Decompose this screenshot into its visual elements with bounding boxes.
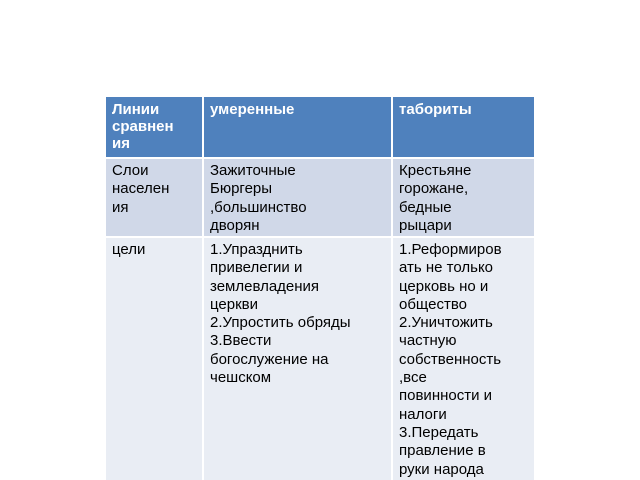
row-divider	[106, 236, 534, 238]
header-moderates-text: умеренные	[210, 101, 295, 118]
header-taborites-text: табориты	[399, 101, 472, 118]
row-goals-label: цели	[106, 238, 202, 480]
row-divider	[106, 157, 534, 159]
header-taborites	[393, 97, 534, 159]
header-comparison-lines	[106, 97, 202, 159]
row-population-moderates: Зажиточные Бюргеры ,большинство дворян	[204, 159, 391, 238]
header-comparison-lines-text: Линии сравнен ия	[112, 101, 174, 152]
header-moderates	[204, 97, 391, 159]
row-population-taborites: Крестьяне горожане, бедные рыцари	[393, 159, 534, 238]
column-divider	[202, 97, 204, 480]
row-goals-moderates: 1.Упразднить привелегии и землевладения церкви 2.Упростить обряды 3.Ввести богослужение на чешском	[204, 238, 391, 480]
comparison-table	[106, 97, 534, 480]
column-divider	[391, 97, 393, 480]
row-population-label: Слои населен ия	[106, 159, 202, 238]
row-goals-taborites: 1.Реформиров ать не только церковь но и общество 2.Уничтожить частную собственность ,все повинности и налоги 3.Передать правление в руки народа	[393, 238, 534, 480]
